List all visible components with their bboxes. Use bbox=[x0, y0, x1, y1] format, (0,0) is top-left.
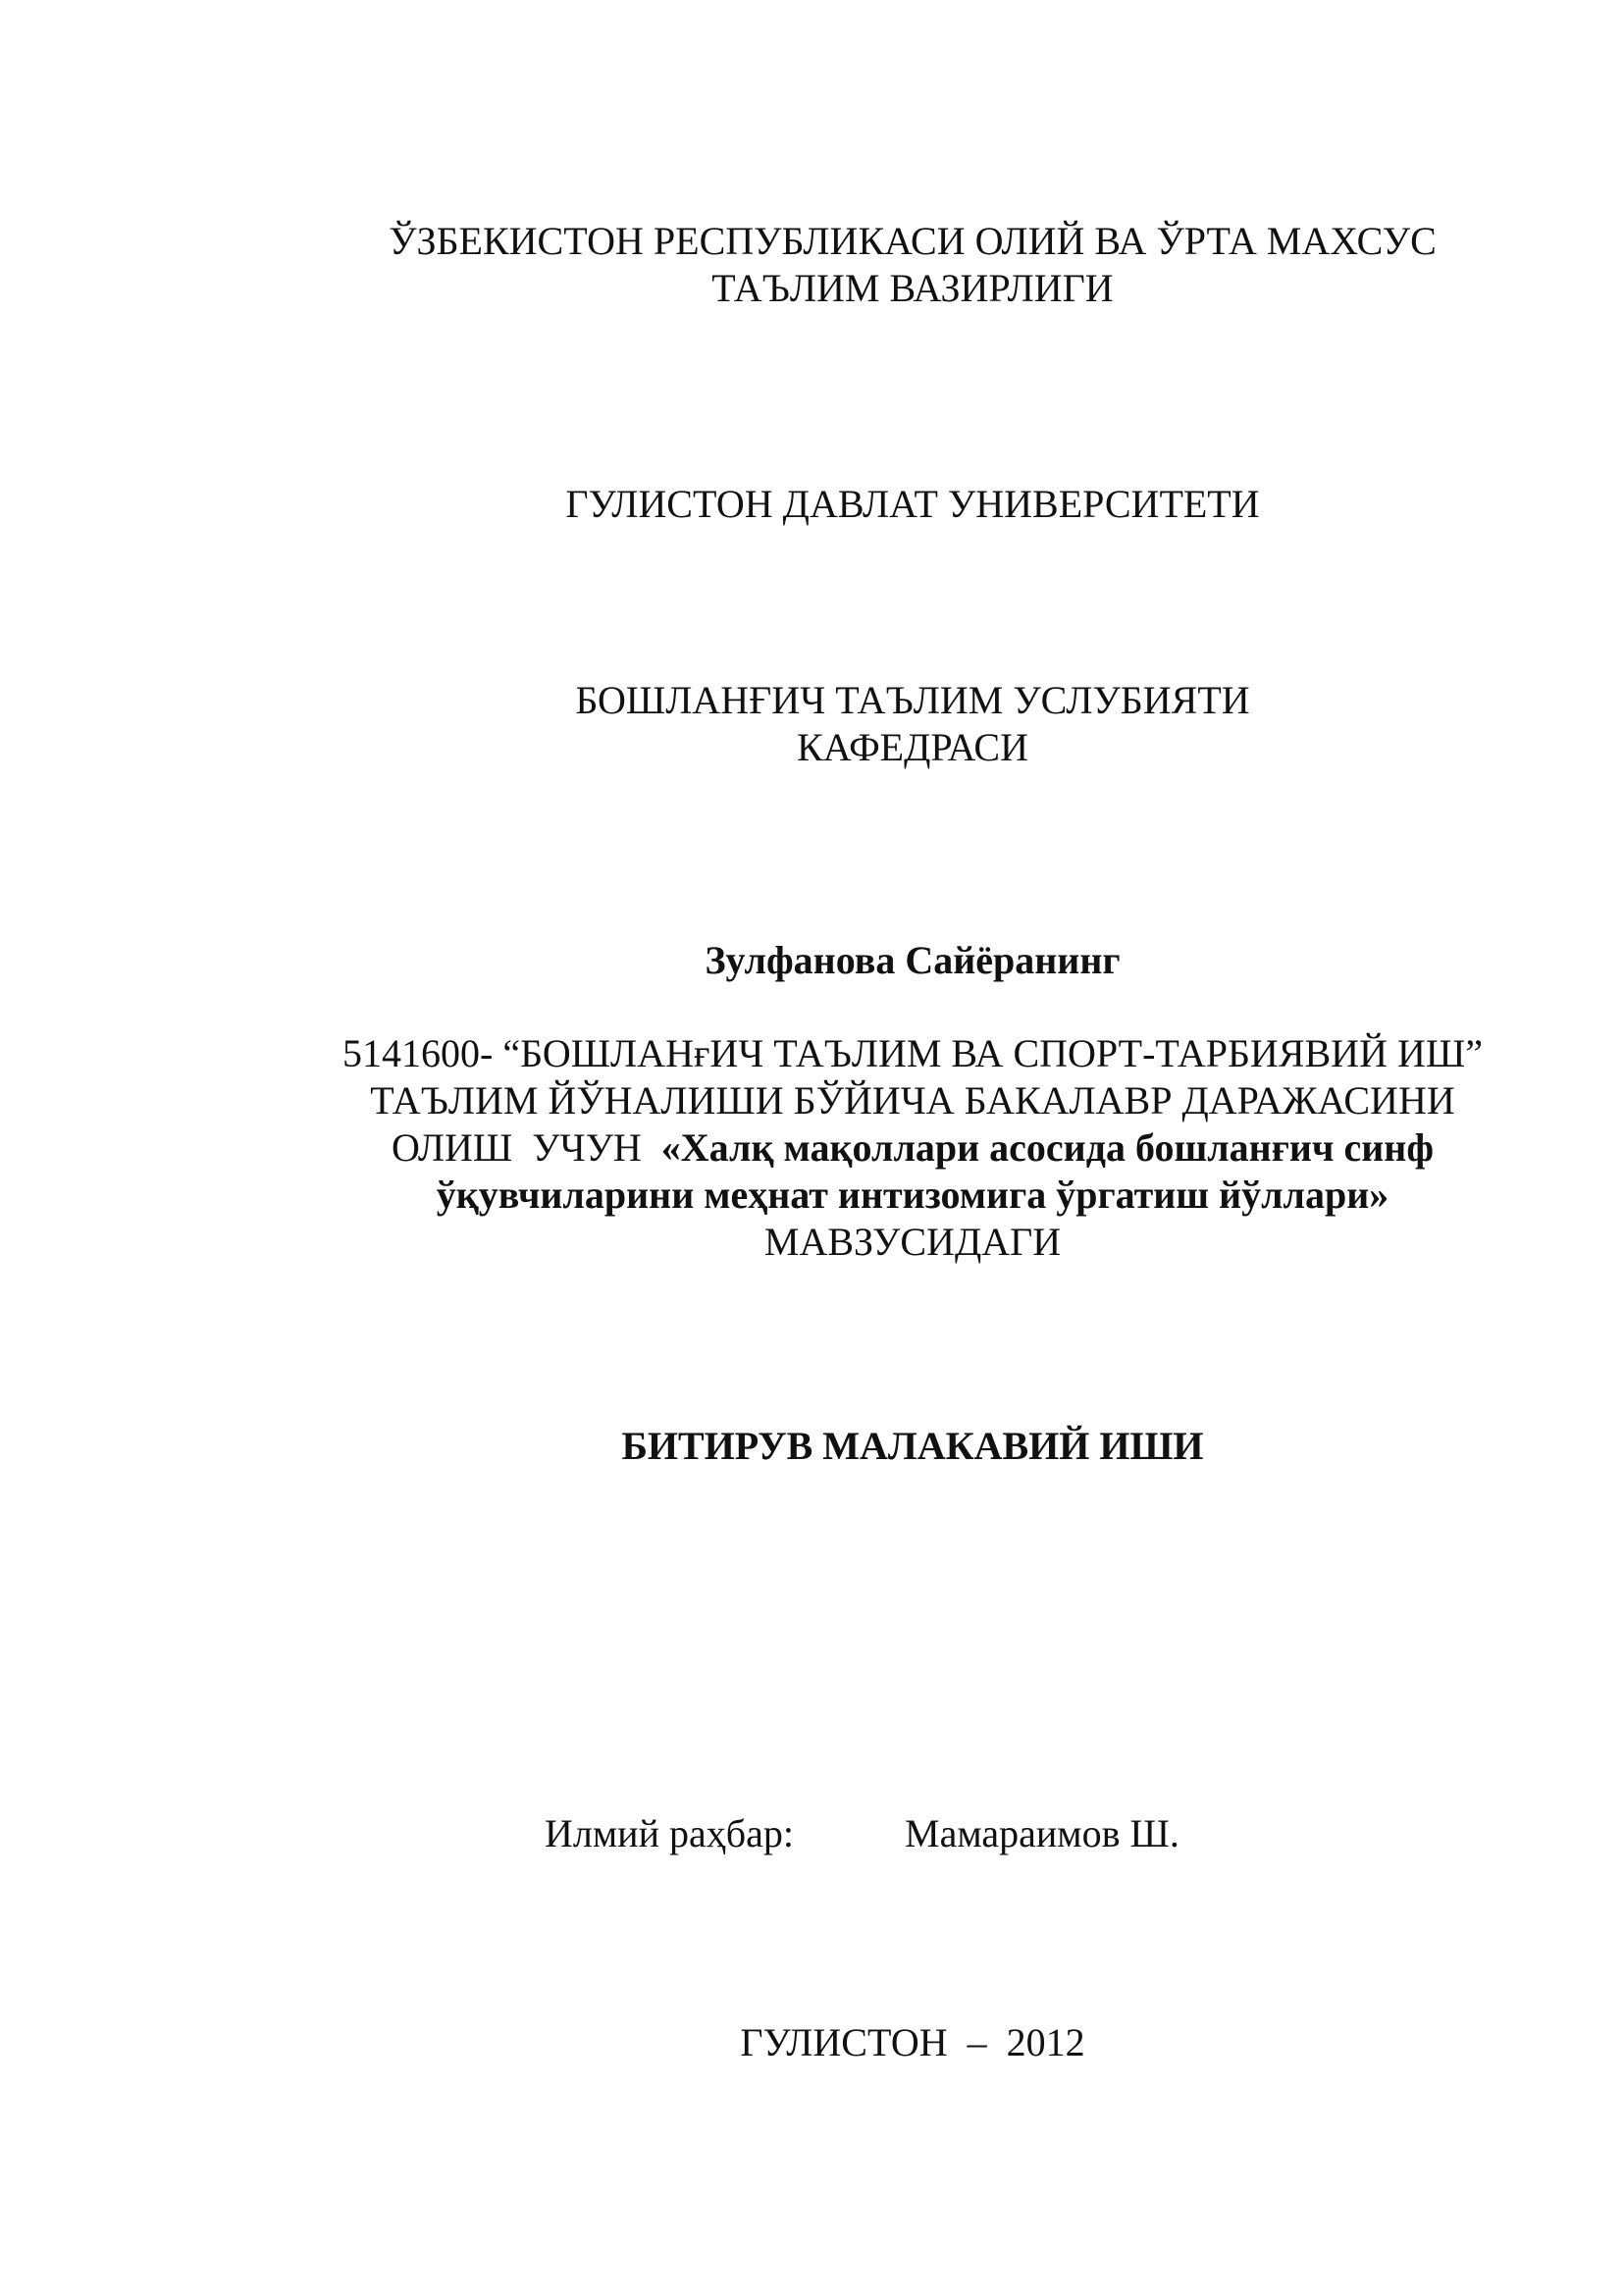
description-line-1: 5141600- “БОШЛАНғИЧ ТАЪЛИМ ВА СПОРТ-ТАРБИЯВИЙ ИШ” bbox=[342, 1031, 1483, 1075]
ministry-line-2: ТАЪЛИМ ВАЗИРЛИГИ bbox=[711, 266, 1114, 310]
city-year-line: ГУЛИСТОН – 2012 bbox=[740, 2020, 1085, 2064]
department-line-1: БОШЛАНҒИЧ ТАЪЛИМ УСЛУБИЯТИ bbox=[575, 678, 1250, 722]
supervisor-label: Илмий раҳбар: bbox=[545, 1811, 794, 1855]
description-line-2: ТАЪЛИМ ЙЎНАЛИШИ БЎЙИЧА БАКАЛАВР ДАРАЖАСИНИ bbox=[370, 1078, 1455, 1122]
description-line-3-prefix: ОЛИШ УЧУН bbox=[391, 1125, 661, 1170]
department-heading bbox=[294, 677, 1531, 771]
ministry-heading bbox=[294, 218, 1531, 312]
department-line-2: КАФЕДРАСИ bbox=[797, 725, 1028, 769]
university-line: ГУЛИСТОН ДАВЛАТ УНИВЕРСИТЕТИ bbox=[565, 482, 1260, 526]
ministry-line-1: ЎЗБЕКИСТОН РЕСПУБЛИКАСИ ОЛИЙ ВА ЎРТА МАХСУС bbox=[389, 219, 1437, 263]
description-line-5: МАВЗУСИДАГИ bbox=[763, 1220, 1062, 1264]
work-type-title bbox=[294, 1423, 1531, 1470]
author-line: Зулфанова Сайёранинг bbox=[705, 938, 1121, 982]
city-year bbox=[294, 2019, 1531, 2066]
thesis-topic-part-2: ўқувчиларини меҳнат интизомига ўргатиш йўллари» bbox=[436, 1173, 1389, 1217]
supervisor-name: Мамараимов Ш. bbox=[905, 1811, 1179, 1855]
work-type-line: БИТИРУВ МАЛАКАВИЙ ИШИ bbox=[621, 1424, 1204, 1468]
description-line-3 bbox=[294, 1124, 1531, 1172]
author-name bbox=[294, 937, 1531, 984]
thesis-description bbox=[294, 1030, 1531, 1266]
university-name bbox=[294, 481, 1531, 528]
thesis-topic-part-1: «Халқ мақоллари асосида бошланғич синф bbox=[660, 1125, 1434, 1170]
